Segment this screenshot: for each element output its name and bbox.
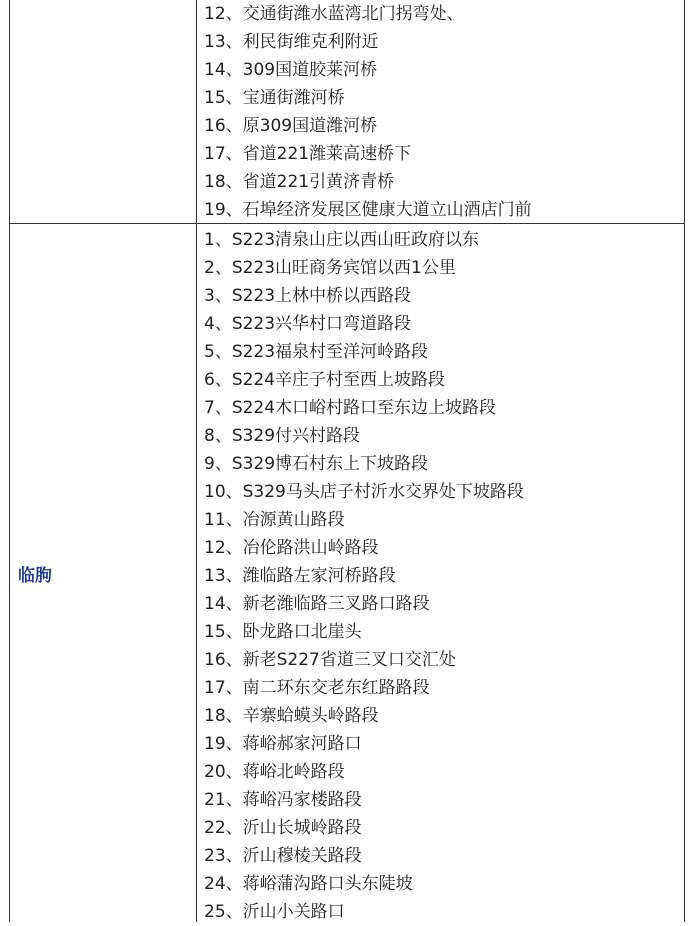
list-item: 1、S223清泉山庄以西山旺政府以东 xyxy=(204,230,480,250)
list-item: 15、卧龙路口北崖头 xyxy=(204,622,362,642)
table-section-previous-region xyxy=(10,0,684,224)
list-item: 13、潍临路左家河桥路段 xyxy=(204,566,396,586)
column-divider xyxy=(196,0,197,223)
list-item: 9、S329博石村东上下坡路段 xyxy=(204,454,429,474)
list-item: 21、蒋峪冯家楼路段 xyxy=(204,790,362,810)
list-item: 17、省道221潍莱高速桥下 xyxy=(204,144,412,164)
location-list xyxy=(204,226,684,926)
list-item: 23、沂山穆棱关路段 xyxy=(204,846,362,866)
list-item: 22、沂山长城岭路段 xyxy=(204,818,362,838)
list-item: 14、新老潍临路三叉路口路段 xyxy=(204,594,430,614)
list-item: 24、蒋峪蒲沟路口头东陡坡 xyxy=(204,874,413,894)
list-item: 8、S329付兴村路段 xyxy=(204,426,361,446)
list-item: 3、S223上林中桥以西路段 xyxy=(204,286,412,306)
list-item: 25、沂山小关路口 xyxy=(204,902,345,922)
list-item: 19、石埠经济发展区健康大道立山酒店门前 xyxy=(204,200,532,220)
column-divider xyxy=(196,224,197,922)
list-item: 20、蒋峪北岭路段 xyxy=(204,762,345,782)
list-item: 2、S223山旺商务宾馆以西1公里 xyxy=(204,258,456,278)
list-item: 4、S223兴华村口弯道路段 xyxy=(204,314,412,334)
list-item: 16、新老S227省道三叉口交汇处 xyxy=(204,650,456,670)
list-item: 17、南二环东交老东红路路段 xyxy=(204,678,430,698)
list-item: 18、辛寨蛤蟆头岭路段 xyxy=(204,706,379,726)
list-item: 7、S224木口峪村路口至东边上坡路段 xyxy=(204,398,497,418)
table-section-linqu xyxy=(10,224,684,922)
list-item: 12、交通街潍水蓝湾北门拐弯处、 xyxy=(204,4,464,24)
list-item: 6、S224辛庄子村至西上坡路段 xyxy=(204,370,446,390)
list-item: 16、原309国道潍河桥 xyxy=(204,116,378,136)
list-item: 12、冶伦路洪山岭路段 xyxy=(204,538,379,558)
list-item: 5、S223福泉村至洋河岭路段 xyxy=(204,342,429,362)
region-cell xyxy=(10,0,196,223)
list-item: 10、S329马头店子村沂水交界处下坡路段 xyxy=(204,482,524,502)
region-cell: 临朐 xyxy=(18,565,52,586)
location-list xyxy=(204,0,684,224)
list-item: 18、省道221引黄济青桥 xyxy=(204,172,395,192)
list-item: 14、309国道胶莱河桥 xyxy=(204,60,378,80)
locations-table xyxy=(9,0,685,922)
list-item: 13、利民街维克利附近 xyxy=(204,32,379,52)
list-item: 19、蒋峪郝家河路口 xyxy=(204,734,362,754)
list-item: 15、宝通街潍河桥 xyxy=(204,88,345,108)
list-item: 11、冶源黄山路段 xyxy=(204,510,345,530)
